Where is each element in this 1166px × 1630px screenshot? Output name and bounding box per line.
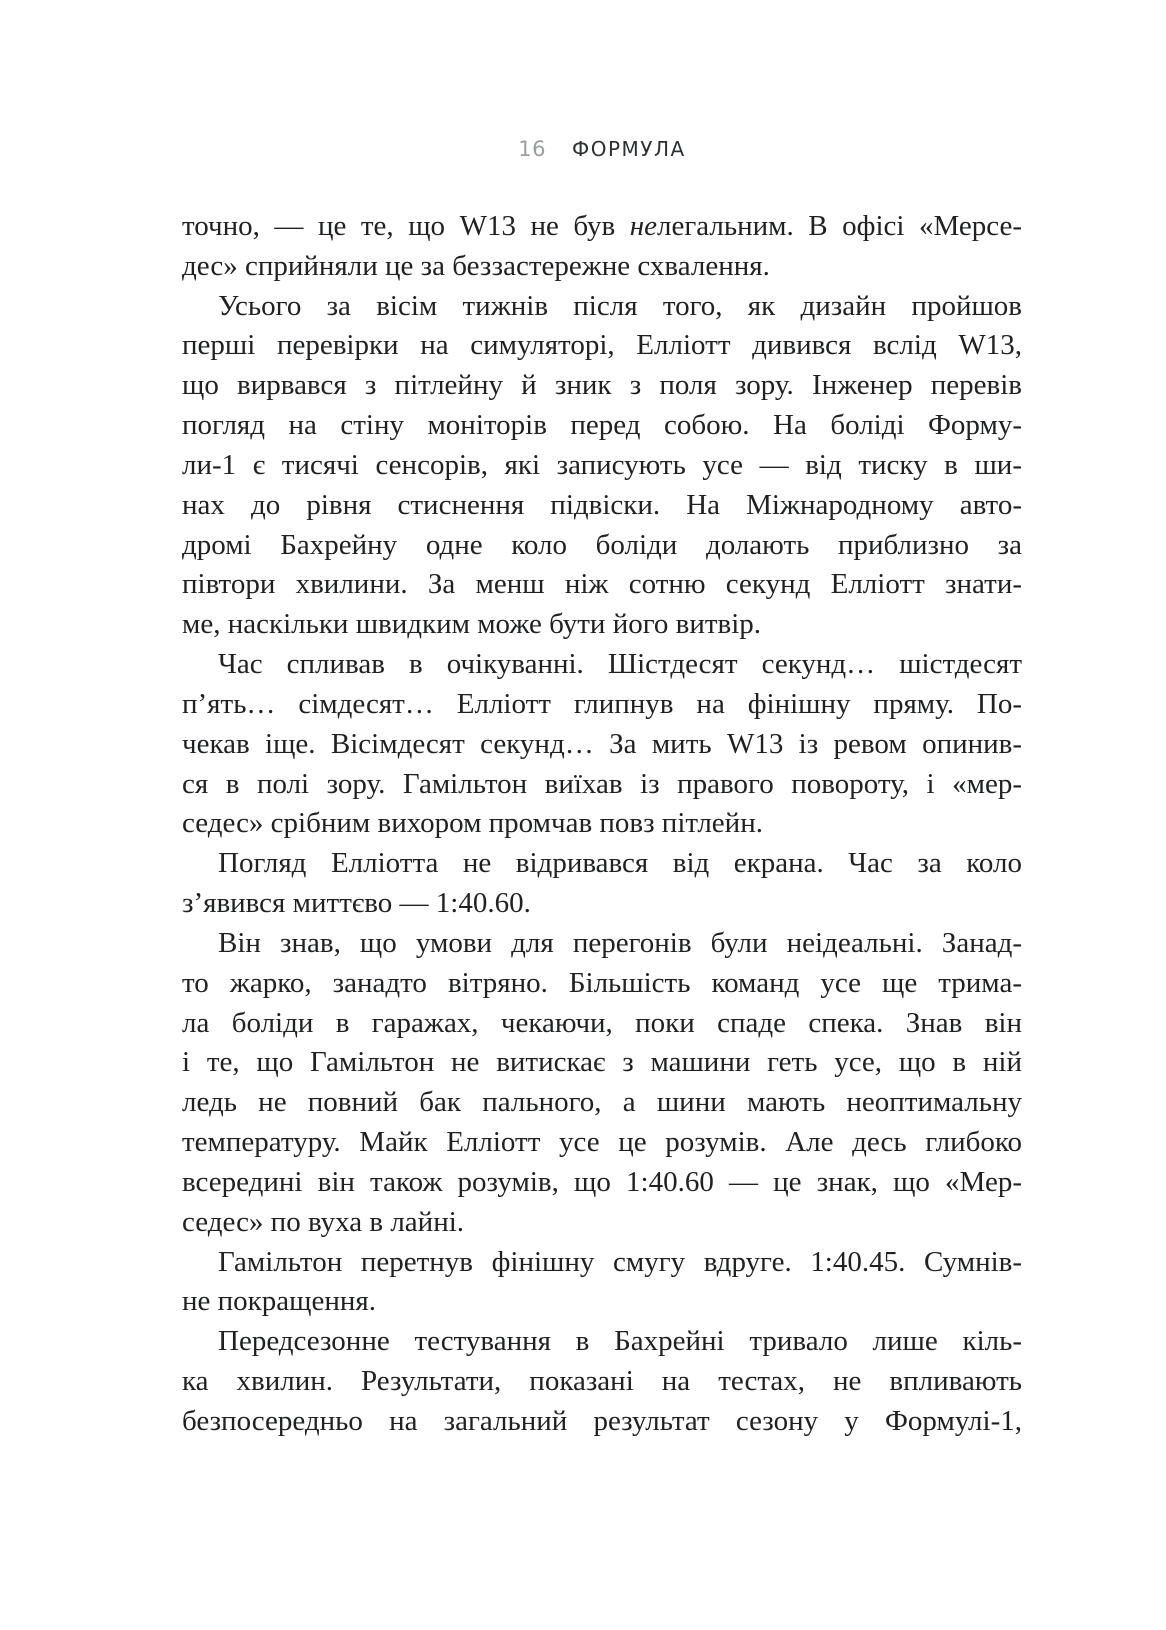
text-segment: і те, що Гамільтон не витискає з машини геть усе, що в ній (182, 1046, 1022, 1079)
text-line (182, 326, 1022, 366)
text-line (182, 1402, 1022, 1442)
text-segment: легальним. В офісі «Мерсе- (657, 210, 1022, 242)
text-line (182, 884, 1022, 924)
text-segment: перші перевірки на симуляторі, Елліотт дивився вслід W13, (182, 329, 1022, 362)
text-line (182, 526, 1022, 566)
text-segment: не покращення. (182, 1285, 376, 1318)
text-line (182, 765, 1022, 805)
text-segment: Погляд Елліотта не відривався від екрана. Час за коло (218, 847, 1022, 880)
text-segment: Усього за вісім тижнів після того, як дизайн пройшов (218, 289, 1022, 322)
text-segment: дес» сприйняли це за беззастережне схвалення. (182, 249, 770, 282)
text-line (182, 1083, 1022, 1123)
text-line (182, 207, 1022, 247)
text-line (182, 406, 1022, 446)
text-line (182, 1163, 1022, 1203)
text-line (182, 1004, 1022, 1044)
text-segment: не (629, 210, 658, 242)
text-segment: безпосередньо на загальний результат сезону у Формулі-1, (182, 1404, 1022, 1437)
text-segment: півтори хвилини. За менш ніж сотню секунд Елліотт знати- (182, 568, 1022, 601)
text-line (182, 1362, 1022, 1402)
text-line (182, 1123, 1022, 1163)
text-line (182, 725, 1022, 765)
text-segment: що вирвався з пітлейну й зник з поля зору. Інженер перевів (182, 369, 1022, 402)
text-segment: Він знав, що умови для перегонів були неідеальні. Занад- (218, 926, 1022, 959)
text-line (182, 685, 1022, 725)
text-line (182, 565, 1022, 605)
body-text (182, 207, 1022, 1442)
text-line (182, 446, 1022, 486)
text-segment: седес» срібним вихором промчав повз пітлейн. (182, 807, 763, 840)
text-line (182, 844, 1022, 884)
text-segment: температуру. Майк Елліотт усе це розумів. Але десь глибоко (182, 1126, 1022, 1159)
text-segment: Гамільтон перетнув фінішну смугу вдруге. 1:40.45. Сумнів- (218, 1245, 1022, 1278)
text-segment: п’ять… сімдесят… Елліотт глипнув на фінішну пряму. По- (182, 687, 1022, 720)
text-segment: точно, — це те, що W13 не був (182, 210, 630, 242)
text-segment: Час спливав в очікуванні. Шістдесят секунд… шістдесят (218, 648, 1022, 681)
running-title: ФОРМУЛА (572, 137, 686, 161)
text-segment: ка хвилин. Результати, показані на тестах, не впливають (182, 1365, 1022, 1398)
text-segment: Передсезонне тестування в Бахрейні тривало лише кіль- (218, 1325, 1022, 1358)
text-line (182, 366, 1022, 406)
text-line (182, 804, 1022, 844)
text-line (182, 1282, 1022, 1322)
text-segment: нах до рівня стиснення підвіски. На Міжнародному авто- (182, 488, 1022, 521)
text-line (182, 605, 1022, 645)
text-line (182, 924, 1022, 964)
text-line (182, 1322, 1022, 1362)
running-header (182, 138, 1022, 160)
page-number: 16 (518, 137, 547, 161)
text-segment: ледь не повний бак пального, а шини мають неоптимальну (182, 1086, 1022, 1119)
text-line (182, 645, 1022, 685)
text-segment: седес» по вуха в лайні. (182, 1205, 465, 1238)
text-line (182, 486, 1022, 526)
text-segment: то жарко, занадто вітряно. Більшість команд усе ще трима- (182, 966, 1022, 999)
text-segment: ли-1 є тисячі сенсорів, які записують усе — від тиску в ши- (182, 448, 1022, 481)
text-segment: всередині він також розумів, що 1:40.60 — це знак, що «Мер- (182, 1165, 1022, 1198)
text-segment: погляд на стіну моніторів перед собою. На боліді Форму- (182, 409, 1022, 442)
text-line (182, 1203, 1022, 1243)
text-line (182, 1043, 1022, 1083)
text-line (182, 247, 1022, 287)
text-segment: ме, наскільки швидким може бути його витвір. (182, 608, 762, 641)
text-segment: чекав іще. Вісімдесят секунд… За мить W13 із ревом опинив- (182, 727, 1022, 760)
text-line (182, 287, 1022, 327)
text-segment: ла боліди в гаражах, чекаючи, поки спаде спека. Знав він (182, 1006, 1022, 1039)
text-segment: дромі Бахрейну одне коло боліди долають приблизно за (182, 528, 1022, 561)
text-segment: з’явився миттєво — 1:40.60. (182, 887, 531, 920)
text-line (182, 1243, 1022, 1283)
text-segment: ся в полі зору. Гамільтон виїхав із правого повороту, і «мер- (182, 767, 1022, 800)
text-line (182, 964, 1022, 1004)
